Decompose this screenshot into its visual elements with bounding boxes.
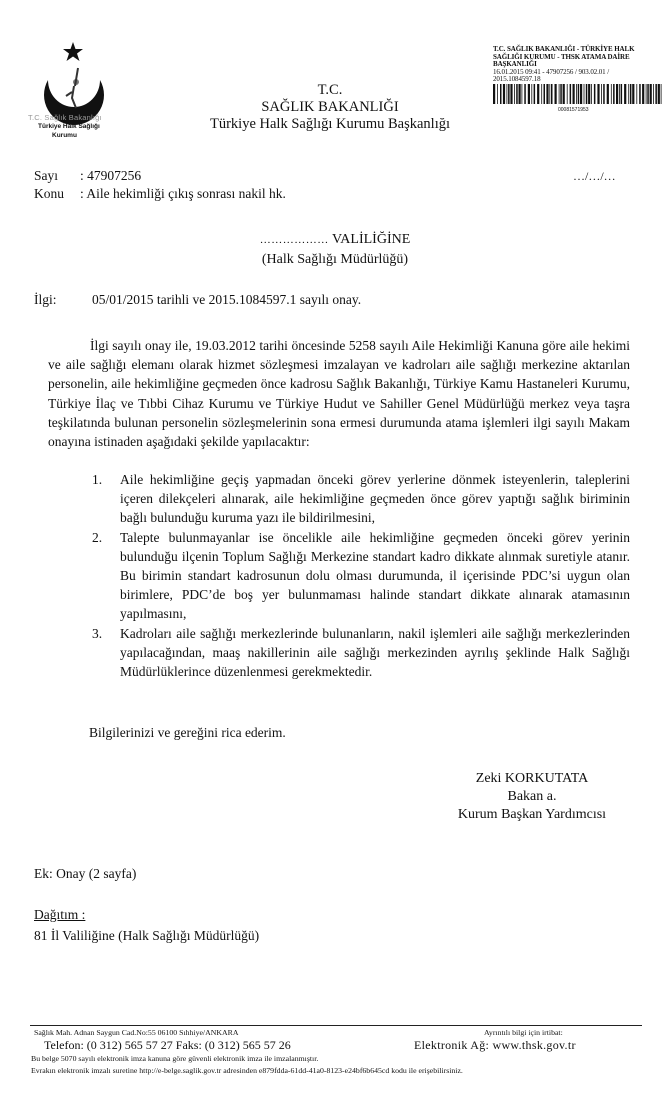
barcode-bar — [519, 84, 521, 104]
closing-line: Bilgilerinizi ve gereğini rica ederim. — [89, 725, 286, 740]
barcode-bar — [597, 84, 599, 104]
barcode-bar — [537, 84, 539, 104]
footer-web: Elektronik Ağ: www.thsk.gov.tr — [414, 1038, 576, 1052]
barcode-bar — [653, 84, 654, 104]
footer-address: Sağlık Mah. Adnan Saygun Cad.No:55 06100 Sıhhiye/ANKARA — [34, 1028, 239, 1037]
barcode-bar — [584, 84, 585, 104]
header-institution: Türkiye Halk Sağlığı Kurumu Başkanlığı — [209, 116, 451, 132]
barcode-bar — [580, 84, 582, 104]
footer-phone: Telefon: (0 312) 565 57 27 Faks: (0 312) 565 57 26 — [44, 1038, 291, 1052]
sayi-label: Sayı — [34, 168, 59, 183]
barcode-number: 00081571953 — [558, 107, 589, 113]
footer-verify-note: Evrakın elektronik imzalı suretine http://e-belge.saglik.gov.tr adresinden e879fdda-61dd-41a0-8123-e24bf6b645cd kodu ile erişebilirsiniz. — [31, 1066, 463, 1075]
footer-contact-label: Ayrıntılı bilgi için irtibat: — [484, 1028, 563, 1037]
stamp-line: 2015.1084597.18 — [493, 75, 541, 83]
barcode-bar — [636, 84, 637, 104]
barcode-bar — [639, 84, 641, 104]
stamp-line: SAĞLIĞI KURUMU - THSK ATAMA DAİRE — [493, 52, 630, 61]
barcode-bar — [534, 84, 536, 104]
barcode-bar — [549, 84, 550, 104]
barcode-bar — [493, 84, 495, 104]
barcode-bar — [522, 84, 523, 104]
stamp-line: T.C. SAĞLIK BAKANLIĞI - TÜRKİYE HALK — [493, 45, 635, 53]
logo-text-ministry: T.C. Sağlık Bakanlığı — [28, 113, 102, 122]
body-text — [48, 336, 630, 451]
barcode-bar — [541, 84, 542, 104]
barcode-bar — [661, 84, 662, 104]
barcode-bar — [619, 84, 620, 104]
barcode-bar — [601, 84, 602, 104]
barcode-bar — [524, 84, 526, 104]
logo-text-institute: Türkiye Halk Sağlığı — [38, 123, 100, 130]
barcode-bar — [632, 84, 634, 104]
barcode-bar — [500, 84, 502, 104]
barcode-bar — [555, 84, 557, 104]
list-item-number: 1. — [92, 472, 103, 487]
date-placeholder: …/…/… — [573, 169, 616, 183]
barcode-bar — [546, 84, 548, 104]
barcode-bar — [628, 84, 629, 104]
barcode-bar — [658, 84, 660, 104]
distribution-label: Dağıtım : — [34, 907, 86, 922]
barcode-bar — [503, 84, 505, 104]
sayi-value: : 47907256 — [80, 168, 142, 183]
signature-block — [432, 770, 632, 824]
header-tc: T.C. — [317, 82, 343, 98]
barcode-bar — [514, 84, 515, 104]
barcode-bar — [588, 84, 590, 104]
barcode-bar — [611, 84, 612, 104]
barcode-bar — [594, 84, 596, 104]
barcode-bar — [650, 84, 652, 104]
barcode-bar — [560, 84, 562, 104]
attachment-line: Ek: Onay (2 sayfa) — [34, 866, 137, 881]
barcode-bar — [591, 84, 592, 104]
barcode-bar — [630, 84, 632, 104]
list-item-number: 3. — [92, 625, 103, 641]
barcode-bar — [570, 84, 572, 104]
barcode-bar — [544, 84, 546, 104]
list-item-text: Aile hekimliğine geçiş yapmadan önceki görev yerlerine dönmek isteyenlerin, taleplerini içeren dilekçeleri alınarak, aile hekimliğine geçmeden önce görev yaptığı sağlık biriminin bağlı bulunduğu kuruma yazı ile bildirilmesini, — [120, 472, 630, 526]
ilgi-label: İlgi: — [34, 292, 57, 307]
barcode-bar — [559, 84, 560, 104]
barcode-icon — [493, 84, 663, 104]
footer-divider — [30, 1025, 642, 1026]
barcode-bar — [642, 84, 644, 104]
distribution-value: 81 İl Valiliğine (Halk Sağlığı Müdürlüğü) — [34, 928, 260, 943]
barcode-bar — [586, 84, 588, 104]
addressee-subtitle: (Halk Sağlığı Müdürlüğü) — [261, 252, 409, 267]
barcode-bar — [563, 84, 565, 104]
barcode-bar — [646, 84, 647, 104]
barcode-bar — [616, 84, 618, 104]
barcode-bar — [603, 84, 605, 104]
barcode-bar — [613, 84, 615, 104]
barcode-bar — [528, 84, 530, 104]
barcode-bar — [647, 84, 649, 104]
registry-stamp — [493, 46, 663, 84]
list-item-text: Kadroları aile sağlığı merkezlerinde bulunanların, nakil işlemleri aile sağlığı merkezlerinden yapılacağından, maaş nakillerinin aile sağlığı merkezinden ayrılış şeklinde Halk Sağlığı Müdürlüklerince düzenlenmesi gerekmektedir. — [120, 625, 630, 680]
footer-esign-note: Bu belge 5070 sayılı elektronik imza kanuna göre güvenli elektronik imza ile imzalanmıştır. — [31, 1054, 319, 1063]
ilgi-value: 05/01/2015 tarihli ve 2015.1084597.1 sayılı onay. — [92, 292, 362, 307]
signer-name: Zeki KORKUTATA — [475, 771, 589, 786]
body-list — [90, 470, 630, 681]
stamp-line: 16.01.2015 09:41 - 47907256 / 903.02.01 / — [493, 67, 610, 76]
barcode-bar — [621, 84, 623, 104]
logo-text-institute-2: Kurumu — [52, 132, 77, 139]
barcode-bar — [578, 84, 580, 104]
barcode-bar — [497, 84, 498, 104]
barcode-bar — [507, 84, 508, 104]
document-header — [200, 82, 460, 133]
stamp-line: BAŞKANLIĞI — [493, 60, 537, 68]
barcode-bar — [531, 84, 532, 104]
konu-label: Konu — [34, 186, 64, 201]
konu-value: : Aile hekimliği çıkış sonrası nakil hk. — [80, 186, 286, 201]
list-item — [90, 624, 630, 682]
barcode-bar — [516, 84, 518, 104]
barcode-bar — [624, 84, 626, 104]
barcode-bar — [510, 84, 512, 104]
header-ministry: SAĞLIK BAKANLIĞI — [261, 99, 399, 115]
barcode-bar — [508, 84, 510, 104]
signer-title: Bakan a. — [507, 789, 557, 804]
addressee-title: VALİLİĞİNE — [331, 232, 411, 247]
list-item-number: 2. — [92, 529, 103, 545]
signer-position: Kurum Başkan Yardımcısı — [457, 807, 607, 822]
barcode-bar — [576, 84, 577, 104]
barcode-bar — [655, 84, 657, 104]
list-item-text: Talepte bulunmayanlar ise öncelikle aile hekimliğine geçmeden önceki görev yerinin bulunduğu ilçenin Toplum Sağlığı Merkezine standart kadro dikkate alınmak suretiyle atanır. Bu birimin standart kadrosunun dolu olması durumunda, il içerisinde PDC’si uygun olan birimlere, PDC’de boş yer bulunmaması halinde standart dikkate alınarak atamasının yapılmasını, — [120, 529, 630, 622]
barcode-bar — [607, 84, 609, 104]
barcode-bar — [567, 84, 568, 104]
list-item — [90, 470, 630, 528]
addressee-dots: ……………… — [259, 234, 329, 246]
list-item — [90, 528, 630, 624]
body-paragraph: İlgi sayılı onay ile, 19.03.2012 tarihi öncesinde 5258 sayılı Aile Hekimliği Kanuna göre aile hekimi ve aile sağlığı elemanı olarak hizmet sözleşmesi imzalayan ve kadroları aile sağlığı merkezine aktarılan personelin, aile hekimliğine geçmeden önce kadrosu Sağlık Bakanlığı, Türkiye Kamu Hastaneleri Kurumu, Türkiye İlaç ve Tıbbi Cihaz Kurumu ve Türkiye Hudut ve Sahiller Genel Müdürlüğü merkez veya taşra teşkilatında bulunan personelin sözleşmelerinin sona ermesi durumunda atama işlemleri ilgi sayılı Makam onayına istinaden aşağıdaki şekilde yapılacaktır: — [48, 338, 630, 450]
addressee-line — [0, 232, 670, 248]
barcode-bar — [573, 84, 575, 104]
barcode-bar — [551, 84, 553, 104]
